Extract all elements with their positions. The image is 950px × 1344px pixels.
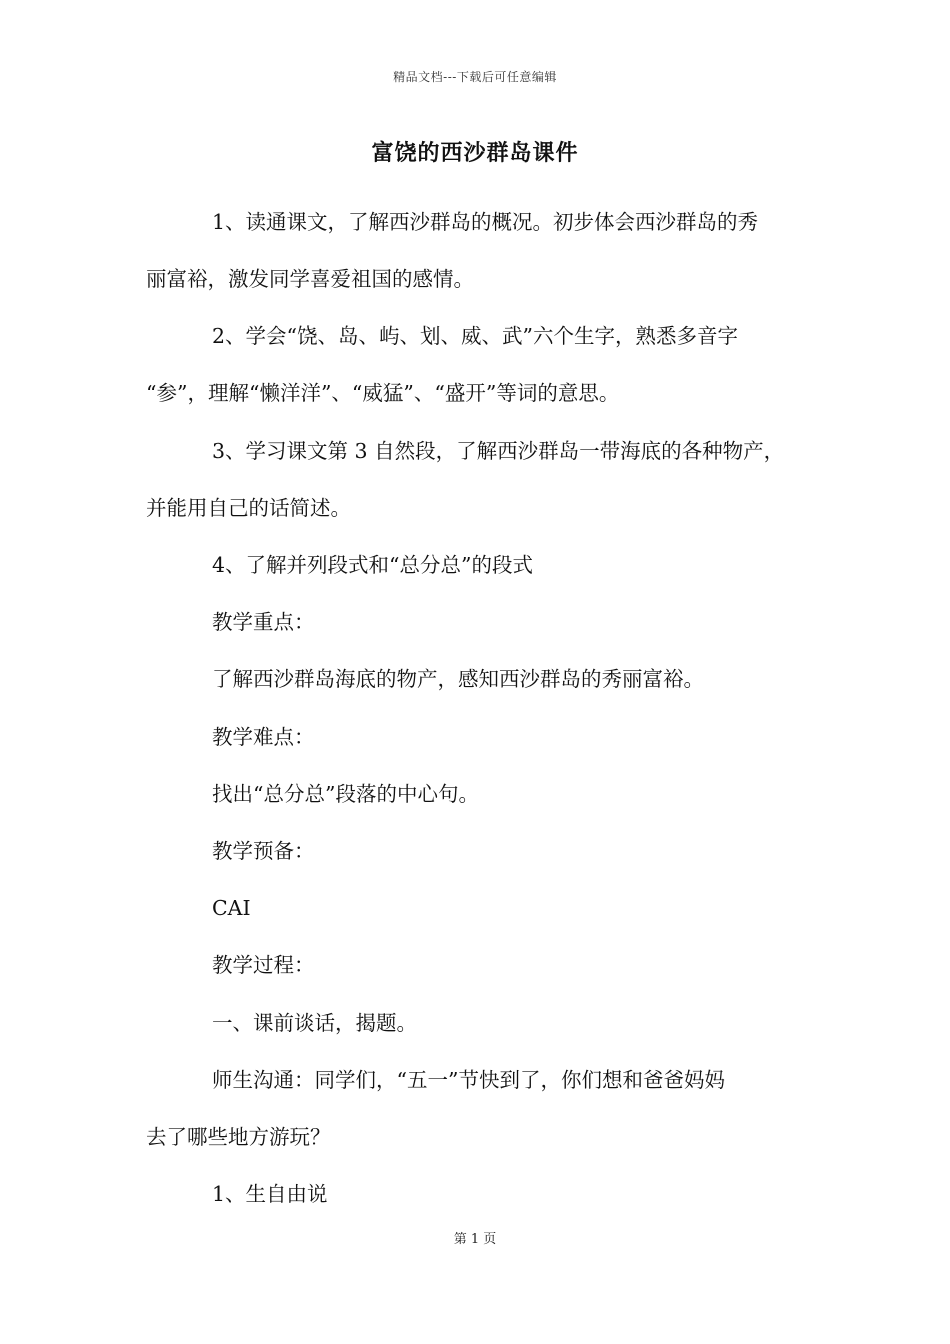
paragraph-line: 师生沟通：同学们，“五一”节快到了，你们想和爸爸妈妈 bbox=[212, 1068, 725, 1092]
section-heading: 教学过程： bbox=[212, 953, 315, 977]
document-title: 富饶的西沙群岛课件 bbox=[371, 140, 579, 166]
paragraph-line: 1、生自由说 bbox=[212, 1182, 328, 1206]
section-heading: 教学难点： bbox=[212, 725, 315, 749]
paragraph-line: “参”，理解“懒洋洋”、“威猛”、“盛开”等词的意思。 bbox=[146, 381, 620, 405]
paragraph-line: CAI bbox=[212, 896, 251, 920]
paragraph-line: 3、学习课文第 3 自然段，了解西沙群岛一带海底的各种物产， bbox=[212, 439, 785, 463]
paragraph-line: 并能用自己的话简述。 bbox=[146, 496, 351, 520]
section-heading: 教学预备： bbox=[212, 839, 315, 863]
paragraph-line: 1、读通课文，了解西沙群岛的概况。初步体会西沙群岛的秀 bbox=[212, 210, 759, 234]
paragraph-line: 4、了解并列段式和“总分总”的段式 bbox=[212, 553, 534, 577]
paragraph-line: 了解西沙群岛海底的物产，感知西沙群岛的秀丽富裕。 bbox=[212, 667, 704, 691]
paragraph-line: 找出“总分总”段落的中心句。 bbox=[212, 782, 479, 806]
section-heading: 教学重点： bbox=[212, 610, 315, 634]
page-number: 第 1 页 bbox=[453, 1232, 497, 1247]
paragraph-line: 一、课前谈话，揭题。 bbox=[212, 1011, 417, 1035]
paragraph-line: 2、学会“饶、岛、屿、划、威、武”六个生字，熟悉多音字 bbox=[212, 324, 739, 348]
paragraph-line: 去了哪些地方游玩？ bbox=[146, 1125, 331, 1149]
paragraph-line: 丽富裕，激发同学喜爱祖国的感情。 bbox=[146, 267, 474, 291]
page-header: 精品文档---下载后可任意编辑 bbox=[393, 70, 557, 84]
